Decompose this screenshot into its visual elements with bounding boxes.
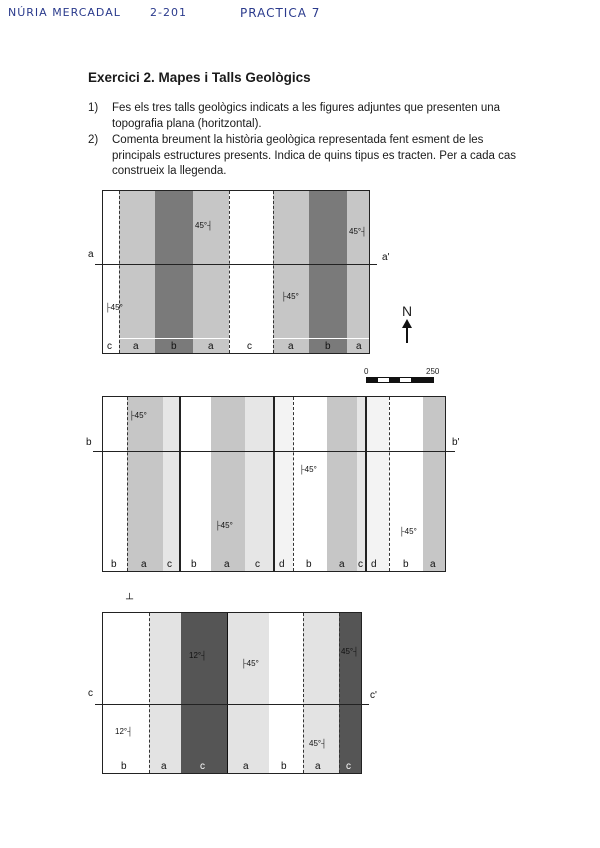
geologic-map-1 (102, 190, 370, 354)
dip-value: 45° (341, 647, 354, 656)
section-start-label: a (88, 249, 94, 260)
dip-value: 45° (404, 527, 417, 536)
band-a (127, 397, 163, 571)
band-a (347, 191, 369, 353)
dip-symbol: 45°┤ (341, 647, 359, 656)
unit-label: a (356, 341, 362, 352)
instruction-1-number: 1) (88, 102, 99, 114)
unit-label: b (325, 341, 331, 352)
unit-label: a (161, 761, 167, 772)
section-end-label: a' (382, 252, 390, 263)
scale-bar-graphic (366, 377, 434, 383)
dip-symbol: ├45° (299, 465, 317, 474)
unit-label: b (111, 559, 117, 570)
unit-label: c (107, 341, 112, 352)
dip-symbol: ├45° (129, 411, 147, 420)
contact-line (273, 191, 275, 353)
geologic-map-3 (102, 612, 362, 774)
band-a (273, 191, 309, 353)
dip-value: 45° (246, 659, 259, 668)
section-start-label: c (88, 688, 93, 699)
section-line-c (95, 704, 369, 705)
unit-label: b (403, 559, 409, 570)
dip-symbol: ├45° (399, 527, 417, 536)
unit-label: b (121, 761, 127, 772)
band-b (179, 397, 211, 571)
dip-symbol: ├45° (215, 521, 233, 530)
unit-label: c (255, 559, 260, 570)
unit-label: c (358, 559, 363, 570)
contact-line (119, 191, 121, 353)
dip-value: 45° (304, 465, 317, 474)
band-b (103, 613, 149, 773)
dip-symbol: 45°┤ (309, 739, 327, 748)
unit-label: a (315, 761, 321, 772)
student-name: NÚRIA MERCADAL (8, 6, 121, 19)
unconformity-line (227, 613, 228, 773)
dip-value: 45° (110, 303, 123, 312)
band-c (229, 191, 273, 353)
band-a (227, 613, 269, 773)
unit-label: b (281, 761, 287, 772)
unit-label: c (247, 341, 252, 352)
contact-line (303, 613, 305, 773)
band-d (273, 397, 293, 571)
section-start-label: b (86, 437, 92, 448)
band-b (269, 613, 303, 773)
contact-line (127, 397, 129, 571)
band-a (211, 397, 245, 571)
dip-symbol: ├45° (281, 292, 299, 301)
unit-label: a (430, 559, 436, 570)
dip-symbol: 12°┤ (189, 651, 207, 660)
instruction-1 (88, 101, 528, 132)
band-b (155, 191, 193, 353)
unit-label: c (200, 761, 205, 772)
band-c (339, 613, 361, 773)
contact-line (389, 397, 391, 571)
band-b (293, 397, 327, 571)
section-end-label: c' (370, 690, 377, 701)
north-arrow-icon (398, 319, 416, 343)
unit-label: a (208, 341, 214, 352)
unit-label: d (279, 559, 285, 570)
dip-symbol: ┴ (126, 594, 134, 605)
dip-value: 45° (286, 292, 299, 301)
section-line-b (93, 451, 455, 452)
fault-line (179, 397, 181, 571)
dip-value: 45° (134, 411, 147, 420)
section-end-label: b' (452, 437, 460, 448)
band-b (389, 397, 423, 571)
dip-value: 45° (349, 227, 362, 236)
contact-line (149, 613, 151, 773)
unit-label: a (133, 341, 139, 352)
unit-label: c (346, 761, 351, 772)
contact-line (339, 613, 341, 773)
north-arrow (398, 303, 416, 348)
geologic-map-2 (102, 396, 446, 572)
scale-start: 0 (364, 367, 369, 376)
dip-symbol: 45°┤ (195, 221, 213, 230)
band-a (423, 397, 445, 571)
band-c (181, 613, 227, 773)
unit-label: b (306, 559, 312, 570)
exercise-title: Exercici 2. Mapes i Talls Geològics (88, 70, 311, 85)
dip-symbol: 12°┤ (115, 727, 133, 736)
fault-line (273, 397, 275, 571)
dip-symbol: ├45° (241, 659, 259, 668)
band-b (103, 397, 127, 571)
unit-label: b (191, 559, 197, 570)
band-c (245, 397, 273, 571)
dip-value: 12° (189, 651, 202, 660)
instruction-1-text: Fes els tres talls geològics indicats a les figures adjuntes que presenten una topografia plana (horitzontal). (112, 102, 501, 130)
band-a (193, 191, 229, 353)
unit-label: a (243, 761, 249, 772)
band-d (365, 397, 389, 571)
student-code: 2-201 (150, 6, 187, 19)
unit-label: a (339, 559, 345, 570)
scale-bar (364, 367, 444, 392)
unit-label: d (371, 559, 377, 570)
unit-label: a (141, 559, 147, 570)
instructions (88, 101, 528, 181)
contact-line (229, 191, 231, 353)
unit-label: a (224, 559, 230, 570)
band-a (119, 191, 155, 353)
unit-label: c (167, 559, 172, 570)
dip-value: 45° (195, 221, 208, 230)
dip-symbol: 45°┤ (349, 227, 367, 236)
band-a (303, 613, 339, 773)
instruction-2-number: 2) (88, 134, 99, 146)
band-a (149, 613, 181, 773)
scale-end: 250 (426, 367, 440, 376)
unit-label: b (171, 341, 177, 352)
band-a (327, 397, 357, 571)
instruction-2 (88, 133, 528, 180)
section-line-a (95, 264, 377, 265)
band-c (163, 397, 179, 571)
instruction-2-text: Comenta breument la història geològica representada fent esment de les principals estructures presents. Indica de quins tipus es tracten. Per a cada cas construeix la llegenda. (112, 134, 516, 177)
practice-label: PRACTICA 7 (240, 6, 321, 20)
contact-line (293, 397, 295, 571)
north-label: N (401, 303, 413, 319)
unit-label: a (288, 341, 294, 352)
dip-value: 12° (115, 727, 128, 736)
fault-line (365, 397, 367, 571)
band-c (103, 191, 119, 353)
dip-symbol: ├45° (105, 303, 123, 312)
dip-value: 45° (309, 739, 322, 748)
dip-value: 45° (220, 521, 233, 530)
band-c (357, 397, 365, 571)
band-b (309, 191, 347, 353)
